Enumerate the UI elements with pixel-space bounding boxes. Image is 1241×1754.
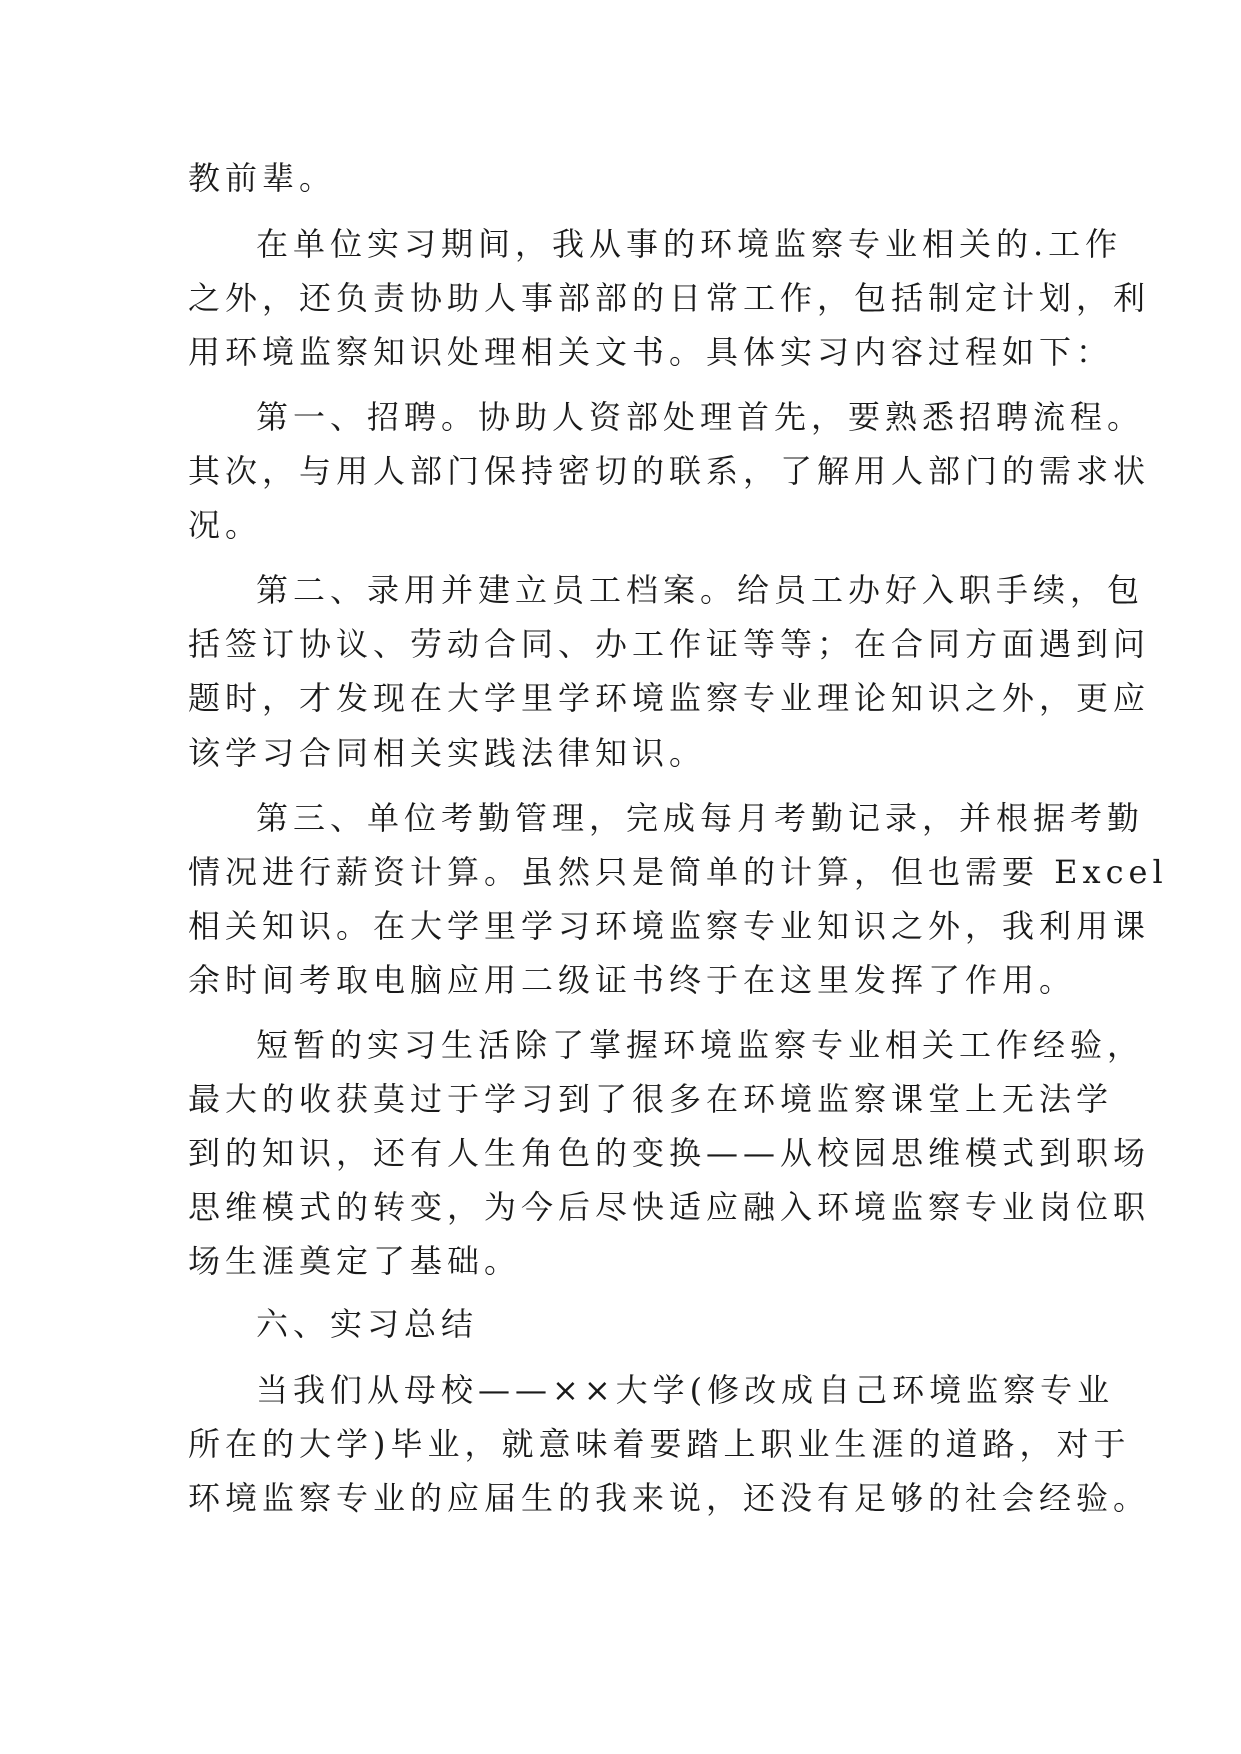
text-line: 括签订协议、劳动合同、办工作证等等；在合同方面遇到问 xyxy=(188,625,1151,663)
paragraph-first-line: 在单位实习期间，我从事的环境监察专业相关的.工作 xyxy=(256,225,1123,263)
text-line: 相关知识。在大学里学习环境监察专业知识之外，我利用课 xyxy=(188,907,1151,945)
paragraph-first-line: 第二、录用并建立员工档案。给员工办好入职手续，包 xyxy=(256,571,1145,609)
paragraph-first-line: 短暂的实习生活除了掌握环境监察专业相关工作经验， xyxy=(256,1026,1145,1064)
paragraph-first-line: 当我们从母校——××大学(修改成自己环境监察专业 xyxy=(256,1371,1115,1409)
text-line: 之外，还负责协助人事部部的日常工作，包括制定计划，利 xyxy=(188,279,1151,317)
paragraph-first-line: 第一、招聘。协助人资部处理首先，要熟悉招聘流程。 xyxy=(256,398,1145,436)
text-line: 最大的收获莫过于学习到了很多在环境监察课堂上无法学 xyxy=(188,1080,1114,1118)
text-line: 用环境监察知识处理相关文书。具体实习内容过程如下： xyxy=(188,333,1114,371)
text-line: 况。 xyxy=(188,506,263,544)
text-line: 教前辈。 xyxy=(188,159,337,197)
text-line: 其次，与用人部门保持密切的联系，了解用人部门的需求状 xyxy=(188,452,1151,490)
text-line: 题时，才发现在大学里学环境监察专业理论知识之外，更应 xyxy=(188,679,1151,717)
text-line: 环境监察专业的应届生的我来说，还没有足够的社会经验。 xyxy=(188,1479,1151,1517)
text-line: 到的知识，还有人生角色的变换——从校园思维模式到职场 xyxy=(188,1134,1151,1172)
text-line: 情况进行薪资计算。虽然只是简单的计算，但也需要 Excel xyxy=(188,853,1168,891)
text-line: 思维模式的转变，为今后尽快适应融入环境监察专业岗位职 xyxy=(188,1188,1151,1226)
section-heading: 六、实习总结 xyxy=(256,1305,479,1343)
text-line: 场生涯奠定了基础。 xyxy=(188,1242,522,1280)
paragraph-first-line: 第三、单位考勤管理，完成每月考勤记录，并根据考勤 xyxy=(256,799,1145,837)
text-line: 所在的大学)毕业，就意味着要踏上职业生涯的道路，对于 xyxy=(188,1425,1131,1463)
text-line: 该学习合同相关实践法律知识。 xyxy=(188,734,707,772)
text-line: 余时间考取电脑应用二级证书终于在这里发挥了作用。 xyxy=(188,961,1077,999)
